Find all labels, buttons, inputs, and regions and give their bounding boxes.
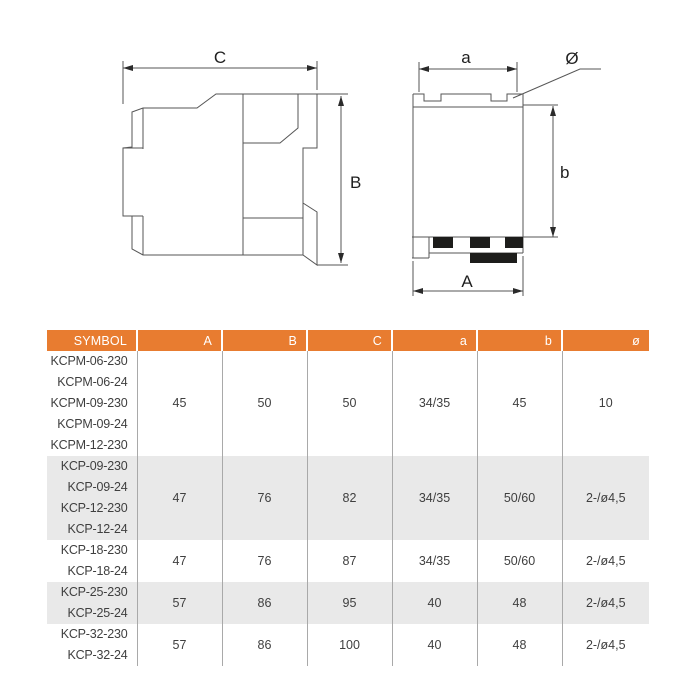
- dim-A-arrow-right: [513, 288, 523, 294]
- symbol-cell: KCP-18-24: [47, 561, 137, 582]
- value-cell: 47: [137, 456, 222, 540]
- side-view-details: [123, 94, 303, 255]
- value-cell: 10: [598, 396, 613, 411]
- dim-A-arrow-left: [413, 288, 423, 294]
- value-cell: 34/35: [392, 540, 477, 582]
- value-cell: 2-/ø4,5: [585, 637, 626, 652]
- dim-label-b-height: B: [350, 173, 362, 192]
- terminal-block-1: [433, 237, 453, 248]
- dim-label-b: b: [560, 163, 570, 182]
- side-view-outline: [123, 94, 317, 265]
- dim-b-arrow-bottom: [550, 227, 556, 237]
- symbol-cell: KCP-12-24: [47, 519, 137, 540]
- dim-a-arrow-right: [507, 66, 517, 72]
- symbol-cell: KCP-09-24: [47, 477, 137, 498]
- value-cell: 48: [477, 624, 562, 666]
- value-cell: 45: [137, 351, 222, 456]
- column-header: B: [222, 330, 307, 351]
- value-cell: 82: [307, 456, 392, 540]
- value-cell: 2-/ø4,5: [585, 595, 626, 610]
- front-view-body: [412, 94, 558, 258]
- dim-B-extensions: [317, 94, 348, 265]
- value-cell: 45: [477, 351, 562, 456]
- dim-B-arrow-bottom: [338, 253, 344, 263]
- dimension-table-wrap: [47, 330, 649, 666]
- value-cell: 57: [137, 624, 222, 666]
- value-cell: 86: [222, 582, 307, 624]
- symbol-cell: KCPM-09-230: [47, 393, 137, 414]
- symbol-cell: KCP-18-230: [47, 540, 137, 561]
- dim-label-a-width: A: [461, 272, 473, 291]
- symbol-cell: KCP-25-24: [47, 603, 137, 624]
- value-cell: 86: [222, 624, 307, 666]
- value-cell: 57: [137, 582, 222, 624]
- value-cell: 50/60: [477, 540, 562, 582]
- value-cell: 100: [307, 624, 392, 666]
- dim-label-a: a: [461, 48, 471, 67]
- value-cell: 2-/ø4,5: [585, 553, 626, 568]
- technical-drawing: [0, 0, 700, 320]
- value-cell: 50: [222, 351, 307, 456]
- symbol-cell: KCPM-09-24: [47, 414, 137, 435]
- terminal-block-2: [470, 237, 490, 248]
- column-header: A: [137, 330, 222, 351]
- value-cell: 76: [222, 456, 307, 540]
- symbol-cell: KCP-32-230: [47, 624, 137, 645]
- front-view: [412, 48, 601, 296]
- value-cell: 50/60: [477, 456, 562, 540]
- value-cell: 50: [307, 351, 392, 456]
- dimension-table: [47, 330, 649, 666]
- value-cell: 40: [392, 582, 477, 624]
- column-header: a: [392, 330, 477, 351]
- value-cell: 40: [392, 624, 477, 666]
- dim-b-arrow-top: [550, 106, 556, 116]
- value-cell: 47: [137, 540, 222, 582]
- symbol-cell: KCPM-06-230: [47, 351, 137, 372]
- column-header: C: [307, 330, 392, 351]
- header-row: [47, 330, 649, 351]
- symbol-cell: KCP-32-24: [47, 645, 137, 666]
- symbol-cell: KCP-25-230: [47, 582, 137, 603]
- value-cell: 76: [222, 540, 307, 582]
- table-row: [47, 540, 649, 561]
- value-cell: 95: [307, 582, 392, 624]
- dim-C-arrow-right: [307, 65, 317, 71]
- dim-B-arrow-top: [338, 96, 344, 106]
- dim-label-diameter: Ø: [565, 49, 579, 68]
- symbol-cell: KCP-12-230: [47, 498, 137, 519]
- symbol-cell: KCPM-06-24: [47, 372, 137, 393]
- dim-C-arrow-left: [123, 65, 133, 71]
- table-row: [47, 351, 649, 372]
- column-header: b: [477, 330, 562, 351]
- dim-label-c: C: [213, 48, 227, 67]
- table-body: [47, 351, 649, 666]
- column-header: SYMBOL: [47, 330, 137, 351]
- symbol-cell: KCPM-12-230: [47, 435, 137, 456]
- table-header: [47, 330, 649, 351]
- table-row: [47, 624, 649, 645]
- dim-a-arrow-left: [419, 66, 429, 72]
- symbol-cell: KCP-09-230: [47, 456, 137, 477]
- value-cell: 48: [477, 582, 562, 624]
- front-view-top-profile: [413, 94, 523, 101]
- diameter-leader-line: [513, 69, 601, 98]
- terminal-block-center: [470, 253, 517, 263]
- column-header: ø: [562, 330, 649, 351]
- value-cell: 2-/ø4,5: [585, 490, 626, 505]
- dim-C-extensions: [123, 61, 317, 104]
- value-cell: 87: [307, 540, 392, 582]
- table-row: [47, 456, 649, 477]
- table-row: [47, 582, 649, 603]
- terminal-block-3: [505, 237, 523, 248]
- value-cell: 34/35: [392, 351, 477, 456]
- side-view: [123, 48, 361, 265]
- value-cell: 34/35: [392, 456, 477, 540]
